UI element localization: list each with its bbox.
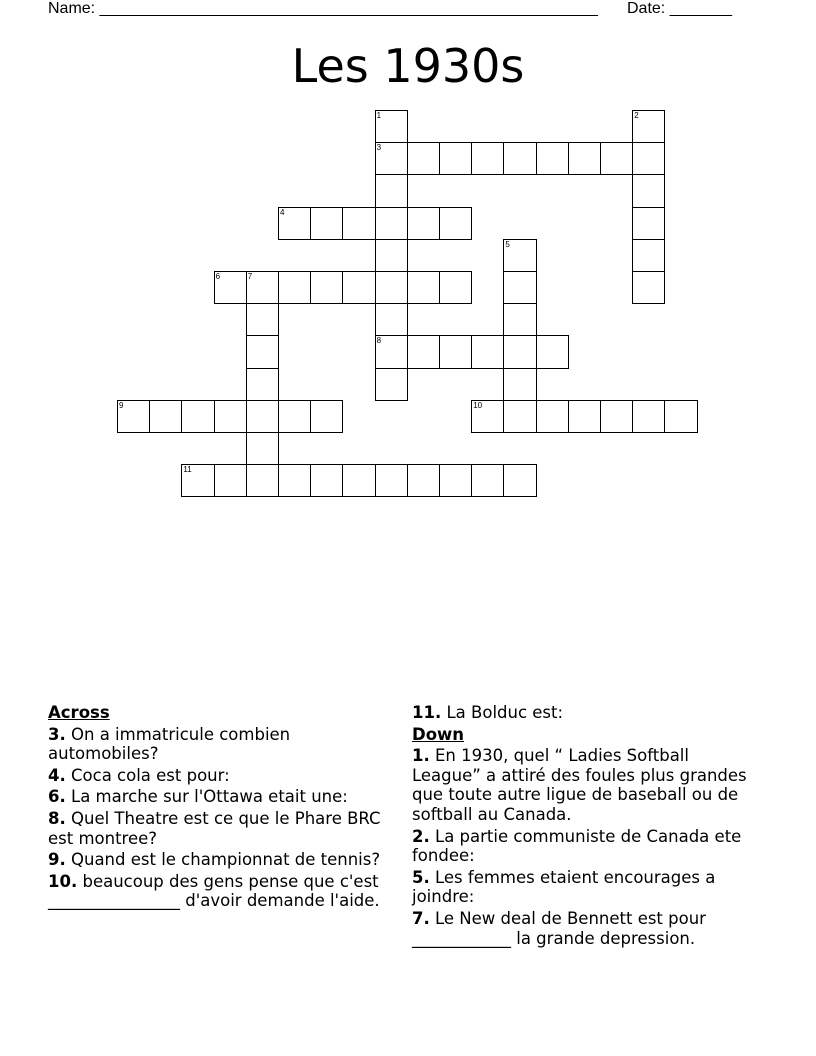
grid-cell[interactable] [375,464,408,497]
grid-cell[interactable] [407,142,440,175]
grid-cell[interactable] [310,400,343,433]
clue-across-10: 10. beaucoup des gens pense que c'est ________________ d'avoir demande l'aide. [48,871,380,911]
grid-cell[interactable] [246,464,279,497]
grid-cell[interactable] [375,142,408,175]
grid-cell[interactable] [632,239,665,272]
grid-cell[interactable] [246,271,279,304]
grid-cell[interactable] [310,207,343,240]
grid-cell[interactable] [375,174,408,207]
grid-cell[interactable] [439,271,472,304]
grid-cell[interactable] [471,142,504,175]
down-heading: Down [412,724,465,744]
grid-cell[interactable] [503,368,536,401]
grid-cell[interactable] [503,239,536,272]
grid-cell[interactable] [375,271,408,304]
grid-cell[interactable] [246,335,279,368]
name-field-label: Name: ________________________________________________________ [48,0,598,17]
grid-cell[interactable] [503,303,536,336]
clue-number: 4 [280,207,285,217]
clue-number: 10 [473,400,483,410]
grid-cell[interactable] [568,142,601,175]
grid-cell[interactable] [246,368,279,401]
clue-number: 3 [376,143,382,153]
grid-cell[interactable] [407,207,440,240]
grid-cell[interactable] [632,110,665,143]
grid-cell[interactable] [632,400,665,433]
grid-cell[interactable] [503,142,536,175]
clue-number: 11 [183,465,192,475]
grid-cell[interactable] [536,400,569,433]
grid-cell[interactable] [407,464,440,497]
grid-cell[interactable] [214,400,247,433]
clue-number: 6 [215,272,221,281]
grid-cell[interactable] [278,271,311,304]
page-title: Les 1930s [291,39,525,93]
grid-cell[interactable] [600,400,633,433]
grid-cell[interactable] [117,400,150,433]
grid-cell[interactable] [503,335,536,368]
date-field-label: Date: _______ [627,0,732,17]
clues-column-left [48,703,400,913]
grid-cell[interactable] [375,110,408,143]
grid-cell[interactable] [246,400,279,433]
clue-across-3: 3. On a immatricule combien automobiles? [48,724,291,764]
grid-cell[interactable] [375,239,408,272]
grid-cell[interactable] [503,464,536,497]
clues-column-right [412,703,752,950]
clue-across-11: 11. La Bolduc est: [412,703,564,722]
clue-down-1: 1. En 1930, quel “ Ladies Softball League” a attiré des foules plus grandes que toute autre ligue de baseball ou de softball au Canada. [412,746,747,824]
grid-cell[interactable] [632,271,665,304]
clue-across-6: 6. La marche sur l'Ottawa etait une: [48,787,348,807]
grid-cell[interactable] [375,368,408,401]
grid-cell[interactable] [536,142,569,175]
grid-cell[interactable] [214,271,247,304]
grid-cell[interactable] [375,335,408,368]
clue-across-8: 8. Quel Theatre est ce que le Phare BRC est montree? [48,808,381,848]
grid-cell[interactable] [181,464,214,497]
clue-down-5: 5. Les femmes etaient encourages a joindre: [412,867,716,907]
grid-cell[interactable] [471,464,504,497]
clue-down-2: 2. La partie communiste de Canada ete fondee: [412,826,742,866]
grid-cell[interactable] [568,400,601,433]
grid-cell[interactable] [375,207,408,240]
grid-cell[interactable] [471,400,504,433]
grid-cell[interactable] [600,142,633,175]
grid-cell[interactable] [632,174,665,207]
grid-cell[interactable] [342,271,375,304]
grid-cell[interactable] [278,400,311,433]
grid-cell[interactable] [310,464,343,497]
clue-number: 9 [119,400,124,410]
grid-cell[interactable] [439,207,472,240]
clue-across-4: 4. Coca cola est pour: [48,765,230,785]
grid-cell[interactable] [278,464,311,497]
grid-cell[interactable] [632,142,665,175]
grid-cell[interactable] [246,303,279,336]
grid-cell[interactable] [310,271,343,304]
clue-number: 7 [247,272,253,281]
grid-cell[interactable] [149,400,182,433]
grid-cell[interactable] [342,207,375,240]
clue-across-9: 9. Quand est le championnat de tennis? [48,850,381,870]
grid-cell[interactable] [503,400,536,433]
grid-cell[interactable] [214,464,247,497]
grid-cell[interactable] [246,432,279,465]
grid-cell[interactable] [471,335,504,368]
header-row [0,0,816,20]
grid-cell[interactable] [664,400,697,433]
grid-cell[interactable] [342,464,375,497]
clue-number: 1 [376,111,382,120]
grid-cell[interactable] [407,271,440,304]
grid-cell[interactable] [503,271,536,304]
grid-cell[interactable] [632,207,665,240]
clue-number: 8 [376,336,382,346]
grid-cell[interactable] [407,335,440,368]
grid-cell[interactable] [278,207,311,240]
grid-cell[interactable] [375,303,408,336]
grid-cell[interactable] [181,400,214,433]
across-heading: Across [48,703,110,722]
grid-cell[interactable] [439,142,472,175]
clue-down-7: 7. Le New deal de Bennett est pour ____________ la grande depression. [412,908,706,948]
grid-cell[interactable] [439,335,472,368]
grid-cell[interactable] [439,464,472,497]
clue-number: 5 [505,239,510,249]
grid-cell[interactable] [536,335,569,368]
clue-number: 2 [634,111,639,120]
